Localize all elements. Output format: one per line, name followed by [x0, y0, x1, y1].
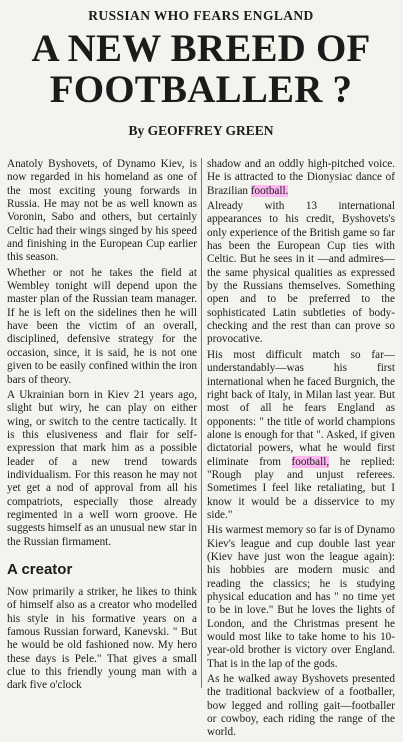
headline-line-2: FOOTBALLER ? [49, 68, 353, 111]
paragraph: Now primarily a striker, he likes to think of himself also as a creator who modelled his style in his formative years on a famous Russian forward, Kanevski. " But he would be old fashioned now. My hero these days is Pele." That gives a small clue to this friendly young man with a dark five o'clock [7, 585, 197, 692]
subheading: A creator [7, 560, 73, 578]
highlighted-word: football, [291, 455, 330, 468]
paragraph [207, 158, 395, 198]
text-run: shadow and an oddly high-pitched voice. He is attracted to the Dionysiac dance of Brazilian [207, 158, 395, 197]
paragraph: Anatoly Byshovets, of Dynamo Kiev, is now regarded in his homeland as one of the most exciting young forwards in Russia. He may not be as well known as Voronin, Sabo and others, but certainly Celtic had their wings singed by his speed and finishing in the European Cup earlier this season. [7, 158, 197, 264]
paragraph [207, 349, 395, 522]
paragraph: As he walked away Byshovets presented the traditional backview of a footballer, bow legged and rolling gait—footballer or cowboy, each riding the range of the world. [207, 673, 395, 739]
article-body [7, 158, 396, 739]
paragraph: Whether or not he takes the field at Wembley tonight will depend upon the master plan of the Russian team manager. If he is left on the sidelines then he will have been the victim of an overall, disciplined, defensive strategy for the occasion, since, it is said, he is not one given to be easily confined within the iron bars of theory. [7, 266, 197, 386]
text-run: His most difficult match so far— understandably—was his first international when he faced Burgnich, the right back of Italy, in Milan last year. But most of all he fears England as opponents: " the title of world champions alone is enough for that ". Asked, if given dictatorial powers, what he would first eliminate from [207, 348, 395, 468]
kicker: RUSSIAN WHO FEARS ENGLAND [88, 8, 314, 23]
left-column [7, 158, 197, 695]
highlighted-word: football. [250, 184, 289, 197]
text-run: he replied: "Rough play and unjust referees. Sometimes I feel like retaliating, but I know it would be a disservice to my side." [207, 455, 396, 521]
paragraph: Already with 13 international appearances to his credit, Byshovets's only experience of the British game so far has been the European Cup ties with Celtic. But he sees in it —and admires—the same physical qualities as expressed by the Russians themselves. Something open and to be preferred to the sophisticated Latin subtleties of body-checking and the rest than can prove so provocative. [207, 200, 395, 346]
paragraph: A Ukrainian born in Kiev 21 years ago, slight but wiry, he can play on either wing, or switch to the centre tactically. It is this elusiveness and flair for self-expression that mark him as a possible leader of a new trend towards individualism. For this reason he may not yet get a nod of approval from all his compatriots, especially those already regimented in a well worn groove. He suggests himself as an unusual new star in the Russian firmament. [7, 388, 197, 548]
byline: By GEOFFREY GREEN [128, 123, 274, 138]
headline-line-1: A NEW BREED OF [31, 27, 371, 70]
column-divider [201, 158, 202, 688]
paragraph: His warmest memory so far is of Dynamo Kiev's league and cup double last year (Kiev have just won the league again): his hobbies are modern music and reading the classics; he is studying physical education and has " no time yet to be in love." But he loves the lights of London, and the Christmas present he would most like to take home to his 10-year-old brother is victory over England. That is in the lap of the gods. [207, 524, 395, 670]
right-column [207, 158, 395, 742]
headline [7, 28, 395, 110]
